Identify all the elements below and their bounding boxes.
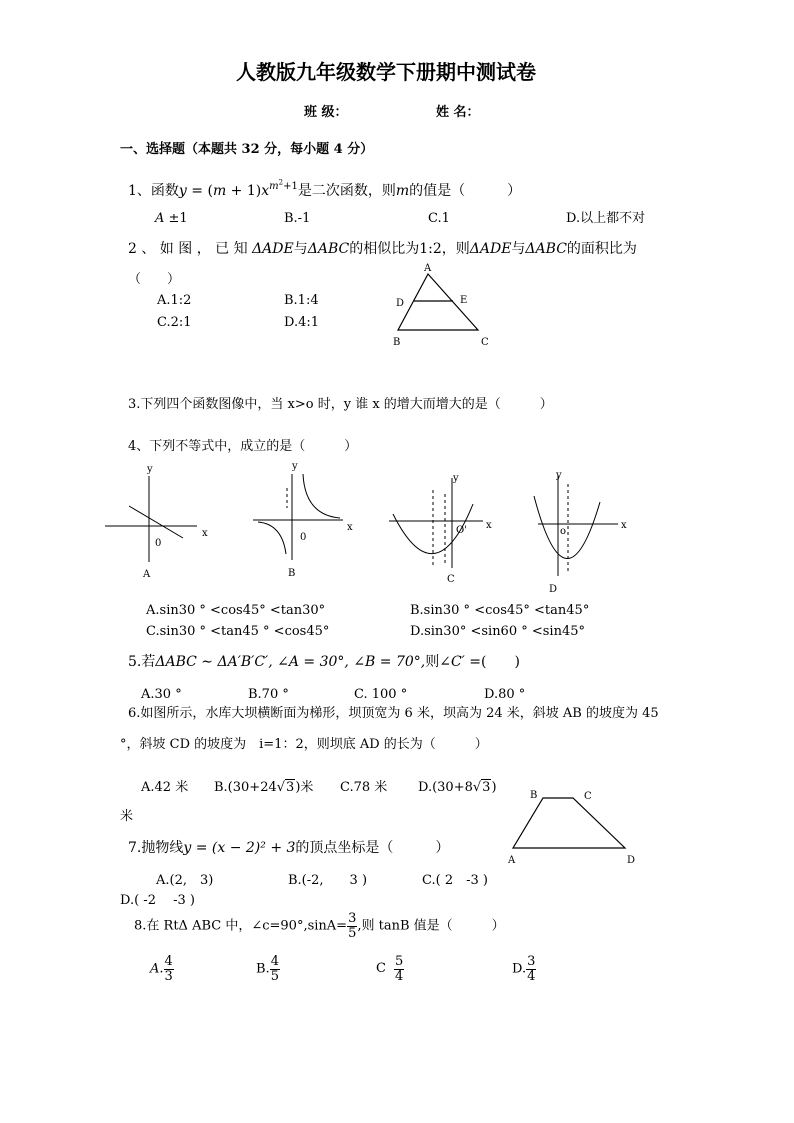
y-label: y [556,470,562,481]
label-a: A [508,855,516,866]
line-graph [129,506,183,538]
origin-label: O' [456,525,467,536]
parabola [534,496,600,559]
q8-option-b: B. $\frac{4}{5}$ [256,954,279,984]
section-heading: 一、选择题（本题共 32 分，每小题 4 分） [120,142,374,157]
q1-option-d: D.以上都不对 [566,211,646,226]
x-label: x [621,520,627,531]
q6-option-a: A.42 米 [141,780,189,795]
label-b: B [393,337,401,348]
graph-a [105,462,215,582]
q5-option-d: D.80 ° [484,687,526,702]
question-8: 8.在 RtΔ ABC 中，∠c=90°,sinA= $\frac{3}{5}$ ,则 tanB 值是（ ） [134,911,505,941]
origin-label: 0 [155,538,162,549]
q6-trapezoid-figure [505,786,640,866]
graph-d [520,468,635,598]
graph-d-label: D [549,584,558,595]
trapezoid-abcd [513,798,625,848]
question-1: 1、函数$y = (m + 1)x^{m^2+1}$是二次函数，则m的值是（ ） [128,179,522,199]
question-3: 3.下列四个函数图像中，当 x>o 时，y 谁 x 的增大而增大的是（ ） [128,397,553,412]
q2-option-a: A.1:2 [157,293,192,308]
hyperbola-branch-1 [303,474,340,518]
x-label: x [202,528,208,539]
question-5: 5.若ΔABC ∼ ΔA′B′C′, ∠A = 30°, ∠B = 70°,则∠C′ =( ) [128,654,520,670]
q4-option-d: D.sin30° <sin60 ° <sin45° [410,624,586,639]
q6-option-c: C.78 米 [340,780,388,795]
q6-option-d: D.(30+8√3) [418,780,497,795]
label-c: C [584,791,592,802]
label-e: E [460,295,468,306]
label-c: C [481,337,489,348]
q4-option-a: A.sin30 ° <cos45° <tan30° [146,603,326,618]
q7-option-c: C.( 2 -3 ) [422,873,488,888]
q8-option-c: C $\frac{5}{4}$ [376,954,404,984]
y-label: y [453,473,459,484]
q8-option-d: D. $\frac{3}{4}$ [512,954,536,984]
graph-b-label: B [288,568,296,579]
q2-blank: （ ） [128,272,181,287]
q7-option-a: A.(2, 3) [156,873,214,888]
name-label: 姓 名： [436,105,480,120]
q1-option-a: A ±1 [155,211,188,226]
q4-option-c: C.sin30 ° <tan45 ° <cos45° [146,624,330,639]
origin-label: o [560,526,567,537]
q2-option-b: B.1:4 [284,293,319,308]
q2-triangle-figure [390,262,500,352]
q7-option-d: D.( -2 -3 ) [120,893,195,908]
q5-option-c: C. 100 ° [354,687,408,702]
y-label: y [292,461,298,472]
origin-label: 0 [300,532,307,543]
q6-option-b: B.(30+24√3)米 [214,780,314,795]
q1-option-b: B.-1 [284,211,311,226]
graph-c-label: C [447,574,455,585]
x-label: x [347,522,353,533]
q4-option-b: B.sin30 ° <cos45° <tan45° [410,603,590,618]
q1-option-c: C.1 [428,211,450,226]
graph-c [385,468,505,590]
question-2: 2 、 如 图 ， 已 知 ΔADE与ΔABC的相似比为1:2，则ΔADE与ΔABC的面积比为 [128,241,637,257]
label-d: D [627,855,636,866]
q8-option-a: A. $\frac{4}{3}$ [150,954,173,984]
y-label: y [147,464,153,475]
q2-option-c: C.2:1 [157,315,192,330]
q5-option-a: A.30 ° [141,687,182,702]
hyperbola-branch-2 [258,522,286,554]
class-label: 班 级： [304,105,348,120]
label-a: A [424,263,432,274]
graph-b [250,460,360,580]
graph-a-label: A [143,569,151,580]
label-b: B [530,790,538,801]
q2-option-d: D.4:1 [284,315,320,330]
x-label: x [486,520,492,531]
q6-unit: 米 [120,809,134,824]
q5-option-b: B.70 ° [248,687,289,702]
question-4: 4、下列不等式中，成立的是（ ） [128,439,358,454]
question-6-line-1: 6.如图所示，水库大坝横断面为梯形，坝顶宽为 6 米，坝高为 24 米，斜坡 AB 的坡度为 45 [128,706,659,721]
q7-option-b: B.(-2, 3 ) [288,873,368,888]
label-d: D [396,298,405,309]
question-6-line-2: °，斜坡 CD 的坡度为 i=1：2，则坝底 AD 的长为（ ） [120,737,488,752]
page-title: 人教版九年级数学下册期中测试卷 [236,60,536,84]
question-7: 7.抛物线y = (x − 2)² + 3的顶点坐标是（ ） [128,840,450,856]
